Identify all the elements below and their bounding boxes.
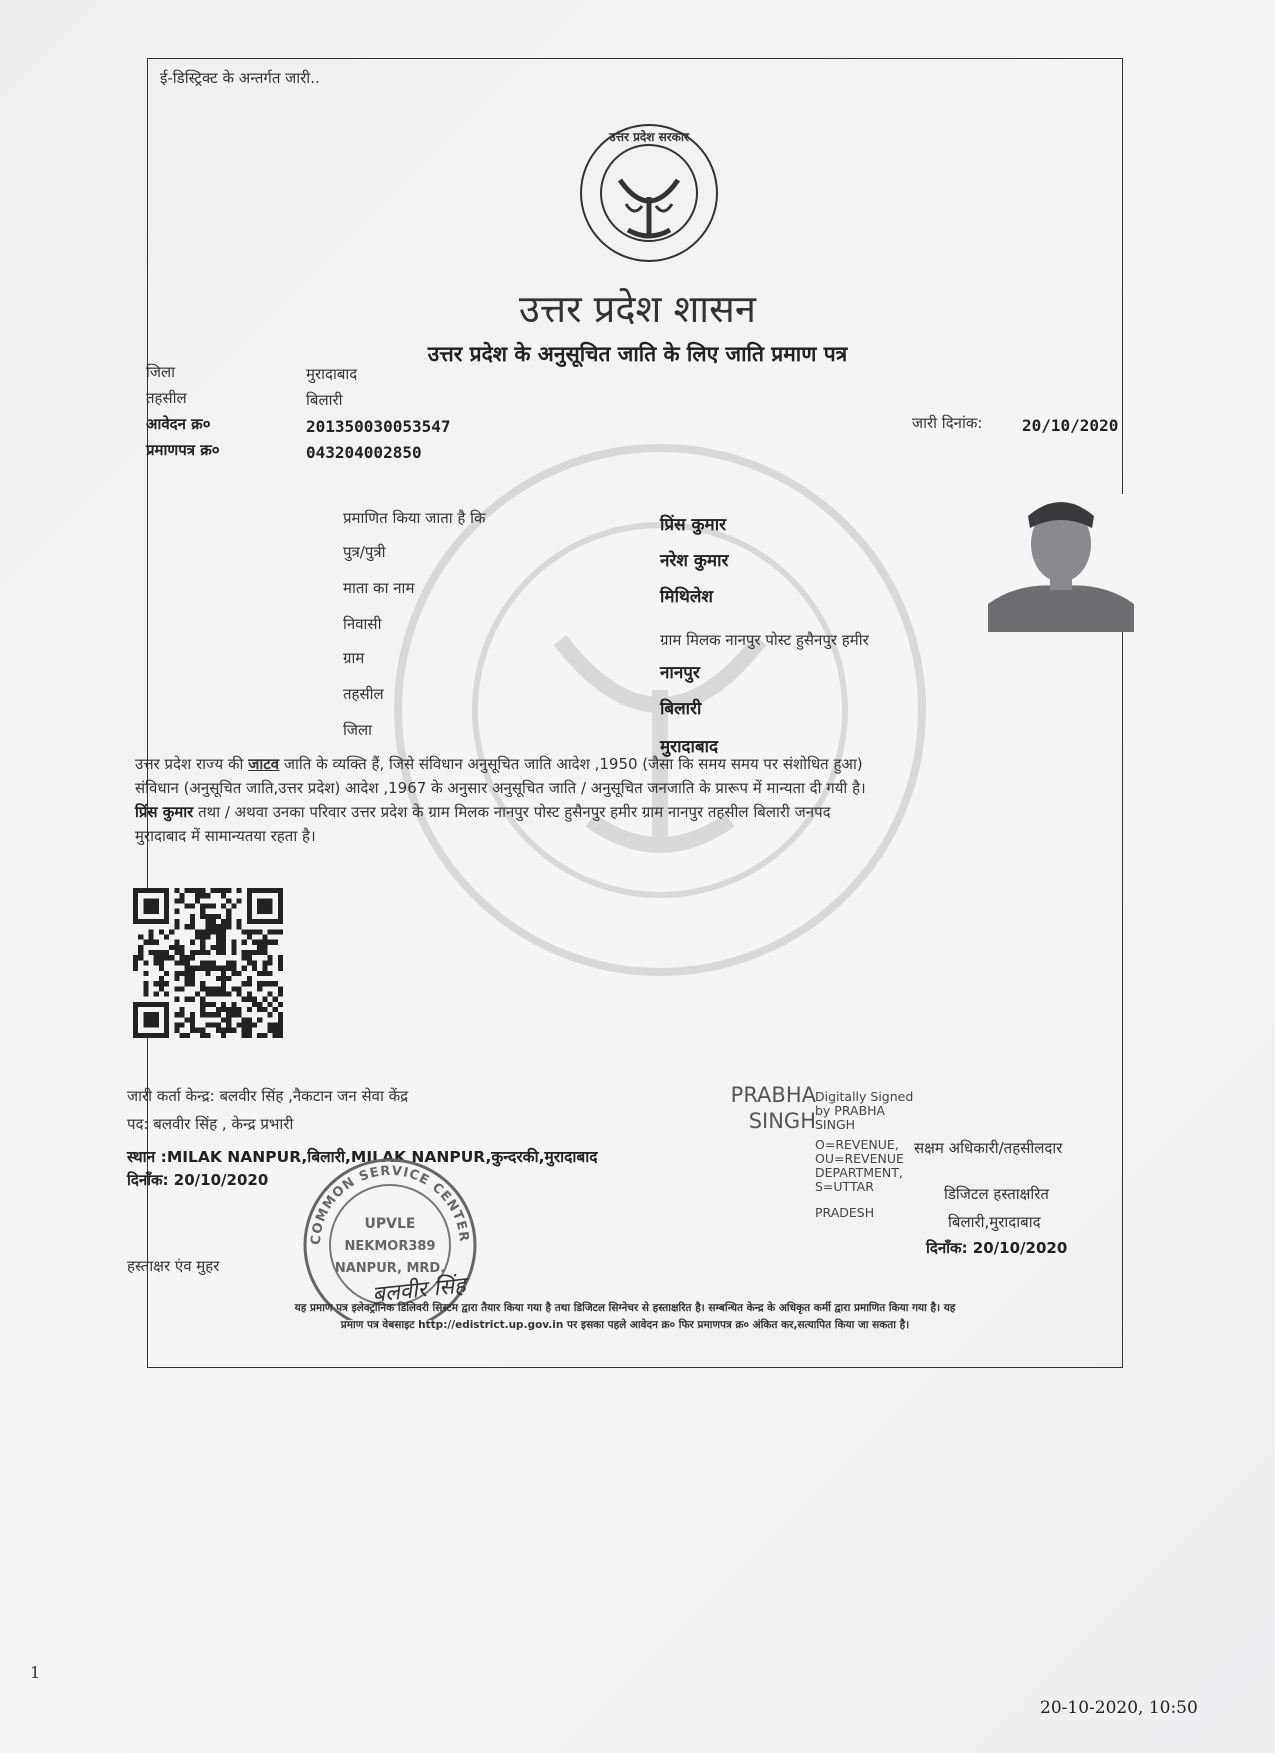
ds-line: SINGH bbox=[815, 1117, 856, 1132]
tehsil-detail-value: बिलारी bbox=[660, 699, 702, 719]
authority-date: दिनाँक: 20/10/2020 bbox=[926, 1239, 1068, 1257]
paragraph-line-2: संविधान (अनुसूचित जाति,उत्तर प्रदेश) आदेश ,1967 के अनुसार अनुसूचित जाति / अनुसूचित जनजाति के प्रारूप में मान्यता दी गयी है। bbox=[135, 779, 866, 797]
verification-note bbox=[125, 1300, 1125, 1334]
application-number: 201350030053547 bbox=[306, 417, 451, 436]
applicant-photo bbox=[988, 494, 1134, 632]
paragraph-text-3: तथा / अथवा उनका परिवार उत्तर प्रदेश के ग्राम मिलक नानपुर पोस्ट हुसैनपुर हमीर ग्राम नानपुर तहसील बिलारी जनपद bbox=[193, 803, 831, 821]
digital-signer-last-name: SINGH bbox=[748, 1109, 816, 1133]
digital-signature-details bbox=[815, 1090, 913, 1220]
digitally-signed-label: डिजिटल हस्ताक्षरित bbox=[944, 1185, 1049, 1203]
scan-timestamp: 20-10-2020, 10:50 bbox=[1040, 1698, 1198, 1718]
ds-line: O=REVENUE, bbox=[815, 1137, 899, 1152]
detail-label-mother: माता का नाम bbox=[343, 579, 415, 597]
verification-note-line-2: प्रमाण पत्र वेबसाइट http://edistrict.up.gov.in पर इसका पहले आवेदन क्र० फिर प्रमाणपत्र क्र० अंकित कर,सत्यापित किया जा सकता है। bbox=[340, 1319, 910, 1331]
certificate-number: 043204002850 bbox=[306, 443, 422, 462]
tehsil-value: बिलारी bbox=[306, 391, 343, 409]
paragraph-line-1 bbox=[135, 752, 1115, 776]
application-label: आवेदन क्र० bbox=[146, 415, 211, 433]
village-value: नानपुर bbox=[660, 663, 700, 683]
digital-signer-name bbox=[712, 1082, 816, 1134]
father-name: नरेश कुमार bbox=[660, 551, 729, 571]
paragraph-line-4: मुरादाबाद में सामान्यतया रहता है। bbox=[135, 827, 316, 845]
detail-label-district: जिला bbox=[343, 721, 373, 739]
issue-date-label: जारी दिनांक: bbox=[912, 414, 983, 432]
issue-date-value: 20/10/2020 bbox=[1022, 416, 1119, 435]
ds-line: PRADESH bbox=[815, 1205, 875, 1220]
document-subtitle: उत्तर प्रदेश के अनुसूचित जाति के लिए जाति प्रमाण पत्र bbox=[427, 342, 848, 366]
ds-line: Digitally Signed bbox=[815, 1089, 914, 1104]
district-value: मुरादाबाद bbox=[306, 365, 358, 383]
certificate-label: प्रमाणपत्र क्र० bbox=[146, 441, 220, 459]
document-title: उत्तर प्रदेश शासन bbox=[519, 287, 756, 331]
issuer-post: पद: बलवीर सिंह , केन्द्र प्रभारी bbox=[127, 1115, 294, 1133]
stamp-ring-text: COMMON SERVICE CENTER bbox=[308, 1163, 472, 1246]
paragraph-text-1a: उत्तर प्रदेश राज्य की bbox=[135, 755, 249, 773]
ds-line: DEPARTMENT, bbox=[815, 1165, 903, 1180]
ds-line: S=UTTAR bbox=[815, 1179, 874, 1194]
verification-note-line-1: यह प्रमाण पत्र इलेक्ट्रॉनिक डिलिवरी सिस्टम द्वारा तैयार किया गया है तथा डिजिटल सिग्नेचर से हस्ताक्षरित है। सम्बन्धित केन्द्र के अधिकृत कर्मी द्वारा प्रमाणित किया गया है। यह bbox=[294, 1302, 956, 1314]
svg-text:COMMON SERVICE CENTER bbox=[309, 1164, 471, 1246]
paragraph-text-1b: जाति के व्यक्ति हैं, जिसे संविधान अनुसूचित जाति आदेश ,1950 (जैसा कि समय समय पर संशोधित हुआ) bbox=[279, 755, 863, 773]
stamp-line-2: NEKMOR389 bbox=[344, 1239, 436, 1254]
issuing-center: जारी कर्ता केन्द्र: बलवीर सिंह ,नैकटान जन सेवा केंद्र bbox=[127, 1087, 409, 1105]
district-label: जिला bbox=[146, 363, 176, 381]
mother-name: मिथिलेश bbox=[660, 587, 713, 607]
authority-title: सक्षम अधिकारी/तहसीलदार bbox=[914, 1139, 1063, 1157]
issue-place: स्थान :MILAK NANPUR,बिलारी,MILAK NANPUR,कुन्दरकी,मुरादाबाद bbox=[127, 1148, 598, 1166]
district-detail-value: मुरादाबाद bbox=[660, 737, 719, 757]
stamp-line-1: UPVLE bbox=[364, 1216, 416, 1232]
caste-name: जाटव bbox=[248, 755, 280, 773]
paragraph-line-3 bbox=[135, 800, 1115, 824]
emblem-seal-text: उत्तर प्रदेश सरकार bbox=[609, 130, 689, 144]
paragraph-applicant-name: प्रिंस कुमार bbox=[135, 803, 194, 821]
detail-label-parent: पुत्र/पुत्री bbox=[343, 543, 386, 561]
qr-code bbox=[133, 888, 283, 1038]
detail-label-resident: निवासी bbox=[343, 615, 382, 633]
header-note: ई-डिस्ट्रिक्ट के अन्तर्गत जारी.. bbox=[160, 69, 320, 87]
ds-line: OU=REVENUE bbox=[815, 1151, 904, 1166]
handwritten-signature: बलवीर सिंह bbox=[371, 1273, 467, 1308]
page-number: 1 bbox=[30, 1663, 41, 1682]
certification-paragraph bbox=[135, 752, 1115, 848]
signature-and-seal-label: हस्ताक्षर एंव मुहर bbox=[127, 1257, 220, 1275]
resident-address: ग्राम मिलक नानपुर पोस्ट हुसैनपुर हमीर bbox=[660, 631, 869, 649]
applicant-name: प्रिंस कुमार bbox=[660, 515, 727, 535]
detail-label-tehsil: तहसील bbox=[343, 685, 384, 703]
issuer-date: दिनाँक: 20/10/2020 bbox=[127, 1171, 269, 1189]
tehsil-label: तहसील bbox=[146, 389, 187, 407]
stamp-line-3: NANPUR, MRD. bbox=[334, 1261, 446, 1276]
detail-label-village: ग्राम bbox=[343, 649, 365, 667]
digital-signer-first-name: PRABHA bbox=[730, 1083, 816, 1107]
authority-place: बिलारी,मुरादाबाद bbox=[948, 1213, 1041, 1231]
ds-line: by PRABHA bbox=[815, 1103, 886, 1118]
detail-label-certified: प्रमाणित किया जाता है कि bbox=[343, 509, 486, 527]
